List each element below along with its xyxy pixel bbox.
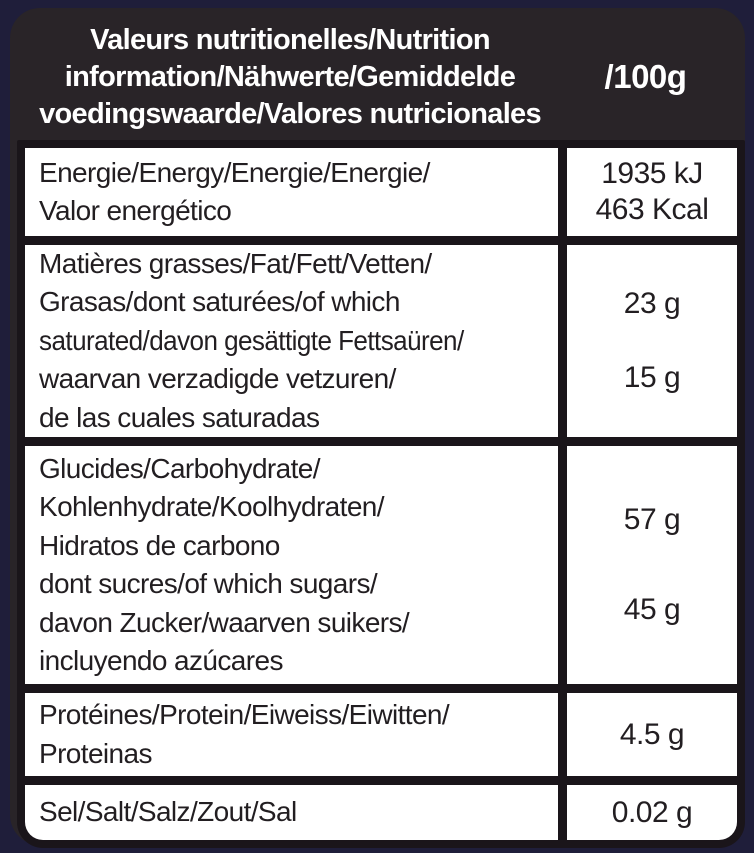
label-line: Valor energético: [39, 195, 232, 226]
value-fat-total: 23 g: [623, 286, 681, 320]
table-row-protein: [25, 693, 737, 776]
table-title-line: information/Nähwerte/Gemiddelde: [64, 60, 516, 93]
table-row-fat: [25, 245, 737, 437]
label-line: Grasas/dont saturées/of which: [39, 286, 400, 318]
nutrient-value-fat: [567, 245, 737, 437]
table-title: [26, 22, 554, 133]
nutrition-table: [17, 140, 745, 848]
label-line: dont sucres/of which sugars/: [39, 568, 378, 599]
label-line: waarvan verzadigde vetzuren/: [39, 363, 396, 395]
nutrient-label-carbohydrate: [25, 446, 558, 684]
value-carbs-total: 57 g: [623, 503, 681, 536]
label-line: davon Zucker/waarven suikers/: [39, 606, 410, 638]
label-line: Energie/Energy/Energie/Energie/: [39, 156, 430, 188]
table-title-line: Valeurs nutritionelles/Nutrition: [90, 23, 490, 56]
nutrient-label-energy: [25, 148, 558, 236]
table-row-energy: [25, 148, 737, 236]
label-line: Proteinas: [39, 737, 152, 769]
nutrient-value-protein: [567, 693, 737, 776]
label-line: Glucides/Carbohydrate/: [39, 452, 320, 484]
value-carbs-sugars: 45 g: [623, 593, 681, 626]
table-row-salt: [25, 785, 737, 840]
label-line: incluyendo azúcares: [39, 645, 283, 676]
label-line: Kohlenhydrate/Koolhydraten/: [39, 491, 384, 522]
table-title-line: voedingswaarde/Valores nutricionales: [39, 97, 541, 130]
nutrient-value-energy: [567, 148, 737, 236]
value-kj: 1935 kJ: [601, 157, 703, 190]
value-fat-saturated: 15 g: [623, 361, 681, 395]
label-line: Sel/Salt/Salz/Zout/Sal: [39, 796, 297, 828]
nutrient-label-fat: [25, 245, 558, 437]
per-100g-label: /100g: [604, 58, 687, 95]
table-row-carbohydrate: [25, 446, 737, 684]
nutrient-value-salt: [567, 785, 737, 840]
label-line: Protéines/Protein/Eiweiss/Eiwitten/: [39, 699, 450, 730]
nutrient-label-salt: [25, 785, 558, 840]
value-protein: 4.5 g: [619, 717, 685, 751]
nutrient-label-protein: [25, 693, 558, 776]
label-line: Matières grasses/Fat/Fett/Vetten/: [39, 247, 432, 279]
value-kcal: 463 Kcal: [595, 193, 709, 226]
nutrition-table-header: [10, 8, 745, 140]
value-salt: 0.02 g: [611, 795, 693, 829]
label-line: Hidratos de carbono: [39, 529, 280, 561]
label-line: de las cuales saturadas: [39, 401, 320, 433]
label-line: saturated/davon gesättigte Fettsaüren/: [39, 324, 464, 356]
nutrient-value-carbohydrate: [567, 446, 737, 684]
nutrition-label-card: [10, 8, 745, 845]
